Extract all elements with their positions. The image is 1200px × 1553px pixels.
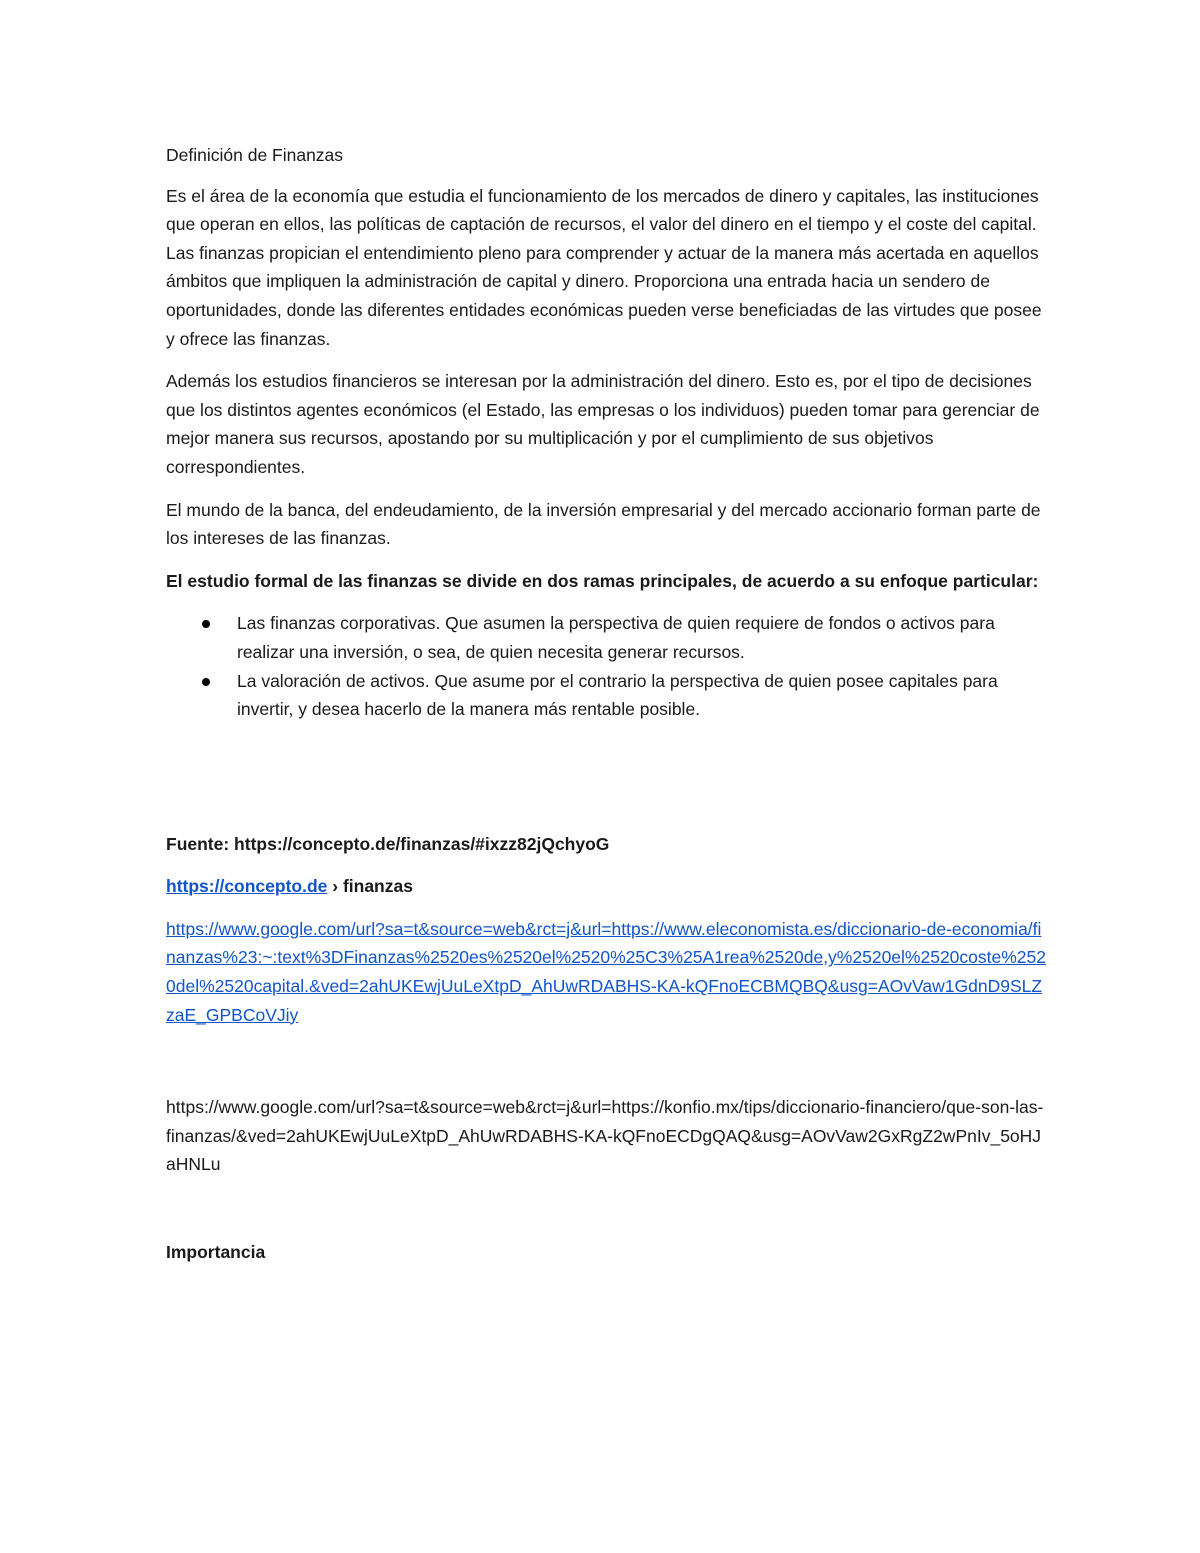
list-item-text: Las finanzas corporativas. Que asumen la perspectiva de quien requiere de fondos o activos para realizar una inversión, o sea, de quien necesita generar recursos. [237,613,995,662]
breadcrumb [166,872,1046,901]
importance-heading: Importancia [166,1242,266,1263]
source-line: Fuente: https://concepto.de/finanzas/#ixzz82jQchyoG [166,833,610,854]
list-item [166,667,1046,724]
paragraph-banking: El mundo de la banca, del endeudamiento, de la inversión empresarial y del mercado accionario forman parte de los intereses de las finanzas. [166,499,1041,549]
paragraph-studies: Además los estudios financieros se interesan por la administración del dinero. Esto es, por el tipo de decisiones que los distintos agentes económicos (el Estado, las empresas o los individuos) pueden tomar para gerenciar de mejor manera sus recursos, apostando por su multiplicación y por el cumplimiento de sus objetivos correspondientes. [166,371,1040,477]
blank-space [166,724,1046,830]
concepto-link[interactable]: https://concepto.de [166,876,328,897]
branches-list [166,609,1046,723]
list-item [166,609,1046,666]
list-item-text: La valoración de activos. Que asume por el contrario la perspectiva de quien posee capitales para invertir, y desea hacerlo de la manera más rentable posible. [237,670,998,720]
blank-space [166,1193,1046,1238]
bullet-icon [202,620,210,628]
konfio-url-text: https://www.google.com/url?sa=t&source=web&rct=j&url=https://konfio.mx/tips/diccionario-financiero/que-son-las-finanzas/&ved=2ahUKEwjUuLeXtpD_AhUwRDABHS-KA-kQFnoECDgQAQ&usg=AOvVaw2GxRgZ2wPnIv_5oHJaHNLu [166,1097,1044,1175]
branches-heading: El estudio formal de las finanzas se divide en dos ramas principales, de acuerdo a su enfoque particular: [166,570,1039,591]
blank-space [166,1043,1046,1093]
google-link-paragraph [166,915,1046,1029]
breadcrumb-rest: › finanzas [327,876,413,897]
bullet-icon [202,678,210,686]
paragraph-definition: Es el área de la economía que estudia el funcionamiento de los mercados de dinero y capitales, las instituciones que operan en ellos, las políticas de captación de recursos, el valor del dinero en el tiempo y el coste del capital. Las finanzas propician el entendimiento pleno para comprender y actuar de la manera más acertada en aquellos ámbitos que impliquen la administración de capital y dinero. Proporciona una entrada hacia un sendero de oportunidades, donde las diferentes entidades económicas pueden verse beneficiadas de las virtudes que posee y ofrece las finanzas. [166,185,1042,349]
document-page [166,141,1046,1281]
document-title: Definición de Finanzas [166,145,344,165]
eleconomista-google-link[interactable]: https://www.google.com/url?sa=t&source=web&rct=j&url=https://www.eleconomista.es/diccionario-de-economia/finanzas%23:~:text%3DFinanzas%2520es%2520el%2520%25C3%25A1rea%2520de,y%2520el%2520coste%2520del%2520capital.&ved=2ahUKEwjUuLeXtpD_AhUwRDABHS-KA-kQFnoECBMQBQ&usg=AOvVaw1GdnD9SLZzaE_GPBCoVJiy [166,918,1046,1025]
